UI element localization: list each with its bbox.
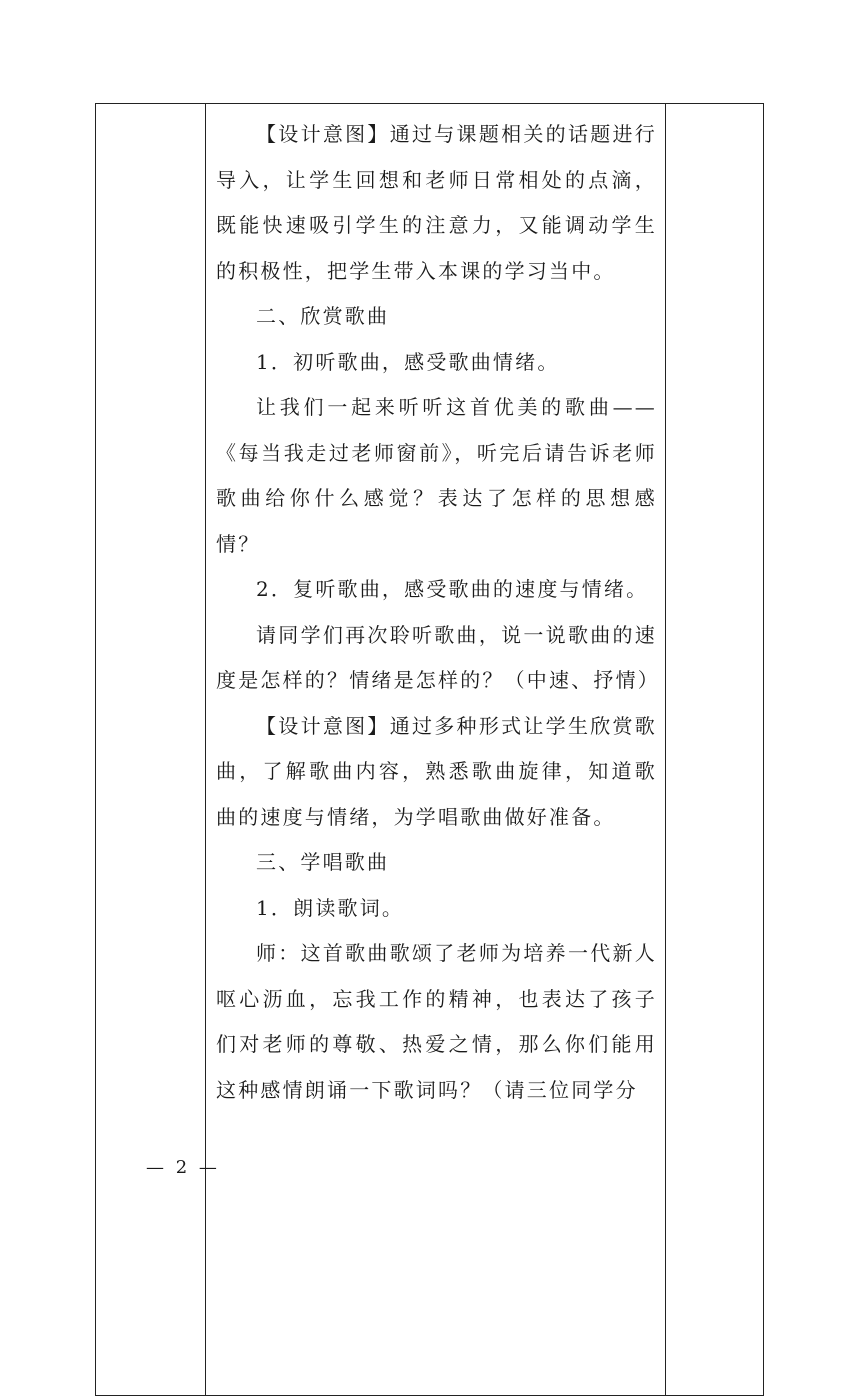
table-right-column bbox=[665, 104, 763, 1395]
section-heading-appreciate: 二、欣赏歌曲 bbox=[256, 304, 390, 328]
first-listen-paragraph: 让我们一起来听听这首优美的歌曲——《每当我走过老师窗前》，听完后请告诉老师歌曲给你什么感觉？表达了怎样的思想感情？ bbox=[216, 395, 657, 556]
second-listen-paragraph: 请同学们再次聆听歌曲，说一说歌曲的速度是怎样的？情绪是怎样的？（中速、抒情） bbox=[216, 622, 660, 692]
lesson-table bbox=[95, 103, 764, 1396]
page-number: — 2 — bbox=[146, 1157, 220, 1178]
design-intent-paragraph-2: 【设计意图】通过多种形式让学生欣赏歌曲，了解歌曲内容，熟悉歌曲旋律，知道歌曲的速度与情绪，为学唱歌曲做好准备。 bbox=[216, 713, 657, 829]
step-first-listen: 1．初听歌曲，感受歌曲情绪。 bbox=[256, 349, 560, 374]
step-second-listen: 2．复听歌曲，感受歌曲的速度与情绪。 bbox=[256, 577, 649, 601]
table-left-column bbox=[96, 104, 206, 1395]
section-heading-learn: 三、学唱歌曲 bbox=[256, 850, 390, 874]
table-content-column bbox=[206, 104, 667, 1395]
step-read-lyrics: 1．朗读歌词。 bbox=[256, 895, 405, 920]
teacher-paragraph: 师：这首歌曲歌颂了老师为培养一代新人呕心沥血，忘我工作的精神，也表达了孩子们对老师的尊敬、热爱之情，那么你们能用这种感情朗诵一下歌词吗？（请三位同学分 bbox=[216, 941, 657, 1102]
design-intent-paragraph-1: 【设计意图】通过与课题相关的话题进行导入，让学生回想和老师日常相处的点滴，既能快速吸引学生的注意力，又能调动学生的积极性，把学生带入本课的学习当中。 bbox=[216, 122, 657, 283]
